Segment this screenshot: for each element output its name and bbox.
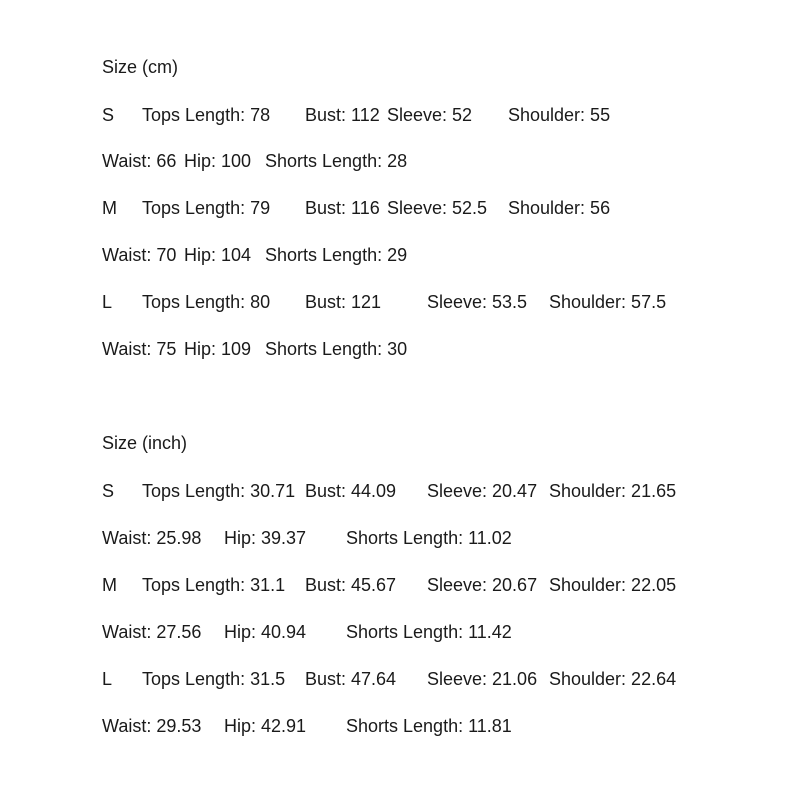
waist: Waist: 25.98 (102, 528, 202, 548)
size-label: L (102, 292, 113, 312)
shorts-length: Shorts Length: 11.81 (346, 716, 512, 736)
shoulder: Shoulder: 57.5 (549, 292, 667, 312)
tops-length: Tops Length: 78 (142, 105, 271, 125)
sleeve: Sleeve: 20.47 (427, 481, 538, 501)
bust: Bust: 121 (305, 292, 382, 312)
size-label: S (102, 105, 115, 125)
tops-length: Tops Length: 30.71 (142, 481, 296, 501)
sleeve: Sleeve: 20.67 (427, 575, 538, 595)
hip: Hip: 40.94 (224, 622, 307, 642)
tops-length: Tops Length: 80 (142, 292, 271, 312)
bust: Bust: 47.64 (305, 669, 397, 689)
shoulder: Shoulder: 21.65 (549, 481, 677, 501)
shoulder: Shoulder: 22.05 (549, 575, 677, 595)
size-label: M (102, 575, 117, 595)
shorts-length: Shorts Length: 11.42 (346, 622, 512, 642)
tops-length: Tops Length: 31.5 (142, 669, 286, 689)
inch-section-heading: Size (inch) (102, 433, 188, 453)
shoulder: Shoulder: 56 (508, 198, 611, 218)
tops-length: Tops Length: 31.1 (142, 575, 286, 595)
size-label: S (102, 481, 115, 501)
shoulder: Shoulder: 22.64 (549, 669, 677, 689)
waist: Waist: 29.53 (102, 716, 202, 736)
cm-section-heading: Size (cm) (102, 57, 178, 77)
size-label: M (102, 198, 117, 218)
bust: Bust: 44.09 (305, 481, 397, 501)
bust: Bust: 116 (305, 198, 380, 218)
hip: Hip: 39.37 (224, 528, 307, 548)
sleeve: Sleeve: 52.5 (387, 198, 488, 218)
shorts-length: Shorts Length: 11.02 (346, 528, 512, 548)
hip: Hip: 100 (184, 151, 252, 171)
sleeve: Sleeve: 52 (387, 105, 473, 125)
tops-length: Tops Length: 79 (142, 198, 271, 218)
waist: Waist: 75 (102, 339, 177, 359)
hip: Hip: 42.91 (224, 716, 307, 736)
waist: Waist: 66 (102, 151, 177, 171)
size-label: L (102, 669, 113, 689)
sleeve: Sleeve: 21.06 (427, 669, 538, 689)
shorts-length: Shorts Length: 29 (265, 245, 408, 265)
sleeve: Sleeve: 53.5 (427, 292, 528, 312)
shorts-length: Shorts Length: 28 (265, 151, 408, 171)
hip: Hip: 109 (184, 339, 252, 359)
waist: Waist: 70 (102, 245, 177, 265)
hip: Hip: 104 (184, 245, 252, 265)
shorts-length: Shorts Length: 30 (265, 339, 408, 359)
bust: Bust: 45.67 (305, 575, 397, 595)
shoulder: Shoulder: 55 (508, 105, 611, 125)
waist: Waist: 27.56 (102, 622, 202, 642)
bust: Bust: 112 (305, 105, 380, 125)
